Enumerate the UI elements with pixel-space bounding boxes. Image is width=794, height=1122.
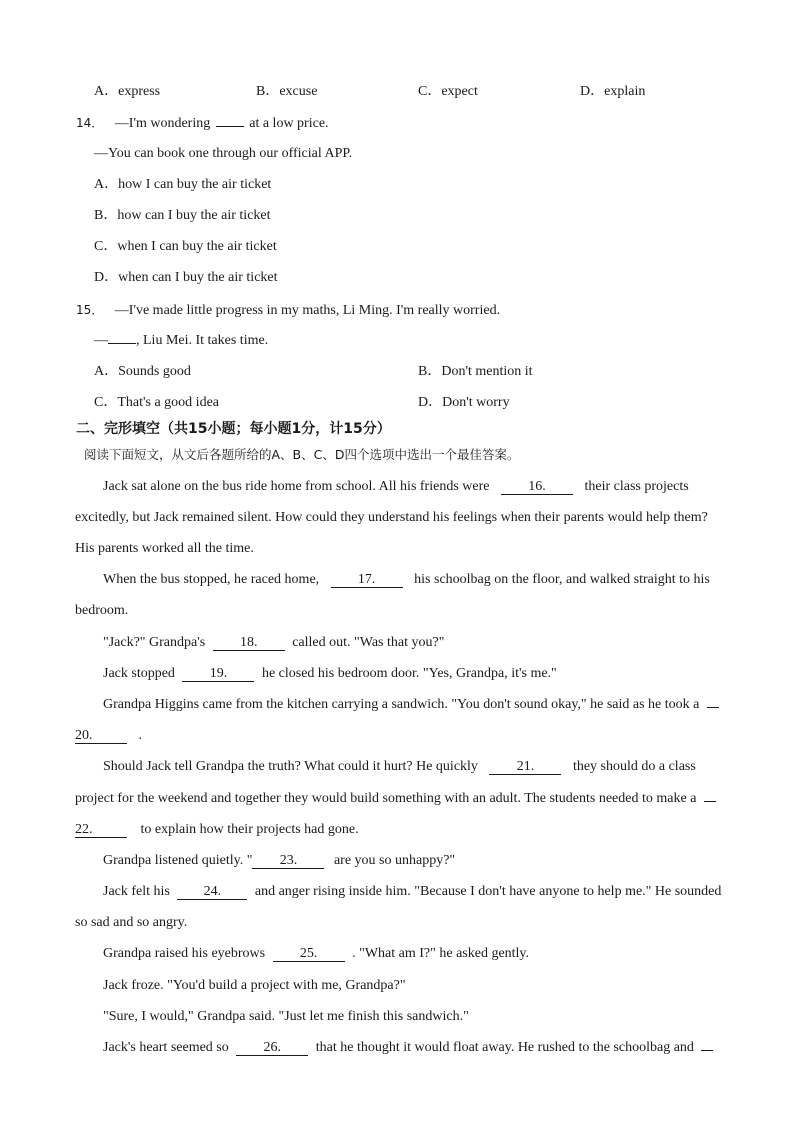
blank-16: 16.	[501, 479, 573, 495]
passage-line: project for the weekend and together they would build something with an adult. The students needed to make a	[75, 790, 716, 808]
q15-reply: — , Liu Mei. It takes time.	[94, 333, 269, 348]
passage-line: Jack froze. "You'd build a project with me, Grandpa?"	[103, 978, 406, 993]
passage-line: Grandpa raised his eyebrows 25. . "What am I?" he asked gently.	[103, 946, 530, 961]
passage-line: excitedly, but Jack remained silent. How could they understand his feelings when their parents would help them?	[75, 510, 708, 525]
passage-line: "Sure, I would," Grandpa said. "Just let me finish this sandwich."	[103, 1009, 469, 1024]
passage-line: Jack sat alone on the bus ride home from school. All his friends were 16. their class projects	[103, 479, 689, 494]
q14-option-c: C．when I can buy the air ticket	[94, 239, 277, 254]
blank-23: 23.	[252, 853, 324, 869]
section-heading: 二、完形填空（共15小题；每小题1分，计15分）	[76, 421, 391, 437]
blank-20-start	[707, 707, 719, 708]
q14-option-a: A．how I can buy the air ticket	[94, 177, 272, 192]
q15-option-c: C．That's a good idea	[94, 395, 220, 410]
blank-19: 19.	[182, 666, 254, 682]
passage-line: 20. .	[75, 728, 142, 743]
passage-line: His parents worked all the time.	[75, 541, 254, 556]
q15-option-a: A．Sounds good	[94, 364, 191, 379]
q13-option-c: C．expect	[418, 84, 478, 99]
passage-line: "Jack?" Grandpa's 18. called out. "Was that you?"	[103, 635, 445, 650]
passage-line: Jack's heart seemed so 26. that he thought it would float away. He rushed to the schoolbag and	[103, 1039, 713, 1057]
blank-17: 17.	[331, 572, 403, 588]
q15-blank	[108, 343, 136, 344]
q14-blank	[216, 126, 244, 127]
q13-option-b: B．excuse	[256, 84, 318, 99]
passage-line: 22. to explain how their projects had gone.	[75, 822, 359, 837]
passage-line: Jack stopped 19. he closed his bedroom door. "Yes, Grandpa, it's me."	[103, 666, 557, 681]
passage-line: Grandpa listened quietly. " 23. are you so unhappy?"	[103, 853, 456, 868]
q15-number: 15．	[76, 303, 104, 317]
q13-option-d: D．explain	[580, 84, 646, 99]
passage-line: When the bus stopped, he raced home, 17. his schoolbag on the floor, and walked straight to his	[103, 572, 710, 587]
blank-22: 22.	[75, 822, 127, 838]
blank-24: 24.	[177, 884, 247, 900]
passage-line: bedroom.	[75, 603, 129, 618]
q14-stem: 14． —I'm wondering at a low price.	[76, 116, 329, 131]
q14-reply: —You can book one through our official APP.	[94, 146, 353, 161]
passage-line: so sad and so angry.	[75, 915, 188, 930]
q13-option-a: A．express	[94, 84, 161, 99]
q15-stem: 15． —I've made little progress in my maths, Li Ming. I'm really worried.	[76, 303, 501, 318]
section-instruction: 阅读下面短文，从文后各题所给的A、B、C、D四个选项中选出一个最佳答案。	[84, 447, 520, 462]
blank-27-start	[701, 1050, 713, 1051]
q15-option-b: B．Don't mention it	[418, 364, 533, 379]
blank-26: 26.	[236, 1040, 308, 1056]
passage-line: Jack felt his 24. and anger rising inside him. "Because I don't have anyone to help me." He sounded	[103, 884, 722, 899]
q14-number: 14．	[76, 116, 104, 130]
q15-option-d: D．Don't worry	[418, 395, 510, 410]
blank-21: 21.	[489, 759, 561, 775]
blank-20: 20.	[75, 728, 127, 744]
blank-25: 25.	[273, 946, 345, 962]
passage-line: Should Jack tell Grandpa the truth? What could it hurt? He quickly 21. they should do a class	[103, 759, 696, 774]
q14-option-b: B．how can I buy the air ticket	[94, 208, 271, 223]
q14-option-d: D．when can I buy the air ticket	[94, 270, 278, 285]
passage-line: Grandpa Higgins came from the kitchen carrying a sandwich. "You don't sound okay," he said as he took a	[103, 696, 719, 714]
blank-22-start	[704, 801, 716, 802]
blank-18: 18.	[213, 635, 285, 651]
